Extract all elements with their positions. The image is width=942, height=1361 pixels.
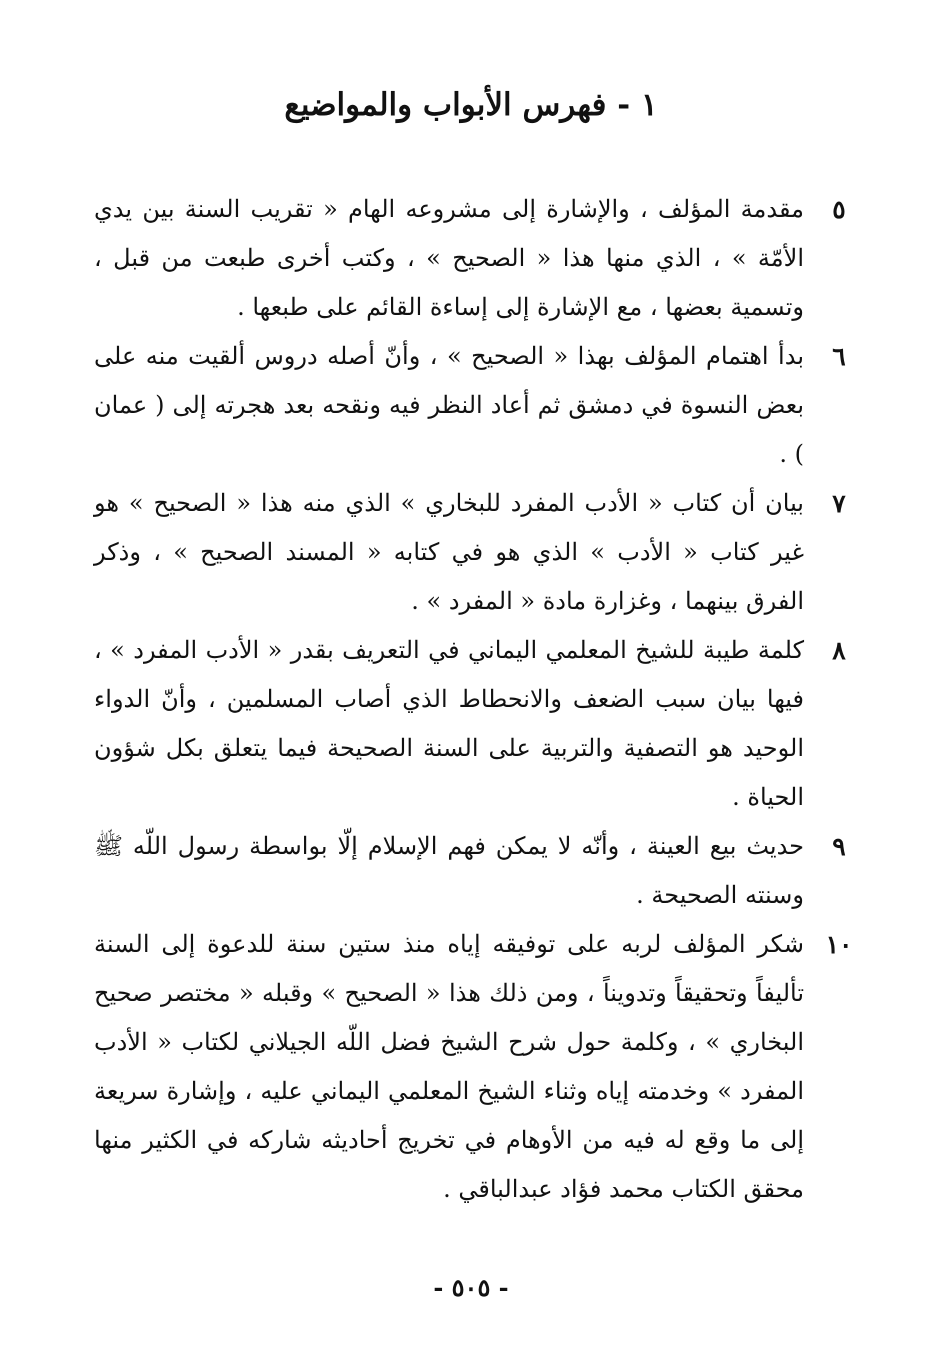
- entry-text: شكر المؤلف لربه على توفيقه إياه منذ ستين سنة للدعوة إلى السنة تأليفاً وتحقيقاً وتدويناً ، ومن ذلك هذا « الصحيح » وقبله « مختصر صحيح البخاري » ، وكلمة حول شرح الشيخ فضل اللّه الجيلاني لكتاب « الأدب المفرد » وخدمته إياه وثناء الشيخ المعلمي اليماني عليه ، وإشارة سريعة إلى ما وقع له فيه من الأوهام في تخريج أحاديثه شاركه في الكثير منها محقق الكتاب محمد فؤاد عبدالباقي .: [94, 930, 804, 1203]
- page-number: - ٥٠٥ -: [433, 1273, 509, 1302]
- index-entry: [94, 479, 874, 626]
- entry-text: كلمة طيبة للشيخ المعلمي اليماني في التعريف بقدر « الأدب المفرد » ، فيها بيان سبب الضعف والانحطاط الذي أصاب المسلمين ، وأنّ الدواء الوحيد هو التصفية والتربية على السنة الصحيحة فيما يتعلق بكل شؤون الحياة .: [94, 636, 804, 811]
- entry-page-number: ٨: [832, 636, 846, 665]
- entry-page-number: ٥: [832, 195, 846, 224]
- entry-text: مقدمة المؤلف ، والإشارة إلى مشروعه الهام « تقريب السنة بين يدي الأمّة » ، الذي منها هذا « الصحيح » ، وكتب أخرى طبعت من قبل ، وتسمية بعضها ، مع الإشارة إلى إساءة القائم على طبعها .: [94, 195, 804, 321]
- index-entry: [94, 185, 874, 332]
- index-entry: [94, 332, 874, 479]
- entry-page-number: ١٠: [825, 930, 853, 959]
- entry-page-number: ٦: [832, 342, 846, 371]
- page-title: ١ - فهرس الأبواب والمواضيع: [284, 87, 658, 123]
- index-entry: [94, 822, 874, 920]
- index-entry: [94, 626, 874, 822]
- entry-text: بيان أن كتاب « الأدب المفرد للبخاري » الذي منه هذا « الصحيح » هو غير كتاب « الأدب » الذي هو في كتابه « المسند الصحيح » ، وذكر الفرق بينهما ، وغزارة مادة « المفرد » .: [94, 489, 804, 615]
- entry-text: حديث بيع العينة ، وأنّه لا يمكن فهم الإسلام إلّا بواسطة رسول اللّه ﷺ وسنته الصحيحة .: [94, 832, 805, 909]
- entry-page-number: ٩: [832, 832, 846, 861]
- entry-page-number: ٧: [832, 489, 846, 518]
- entry-text: بدأ اهتمام المؤلف بهذا « الصحيح » ، وأنّ أصله دروس ألقيت منه على بعض النسوة في دمشق ثم أعاد النظر فيه ونقحه بعد هجرته إلى ( عمان ) .: [94, 342, 804, 468]
- index-entry: [94, 920, 874, 1214]
- index-entries: [94, 185, 874, 1214]
